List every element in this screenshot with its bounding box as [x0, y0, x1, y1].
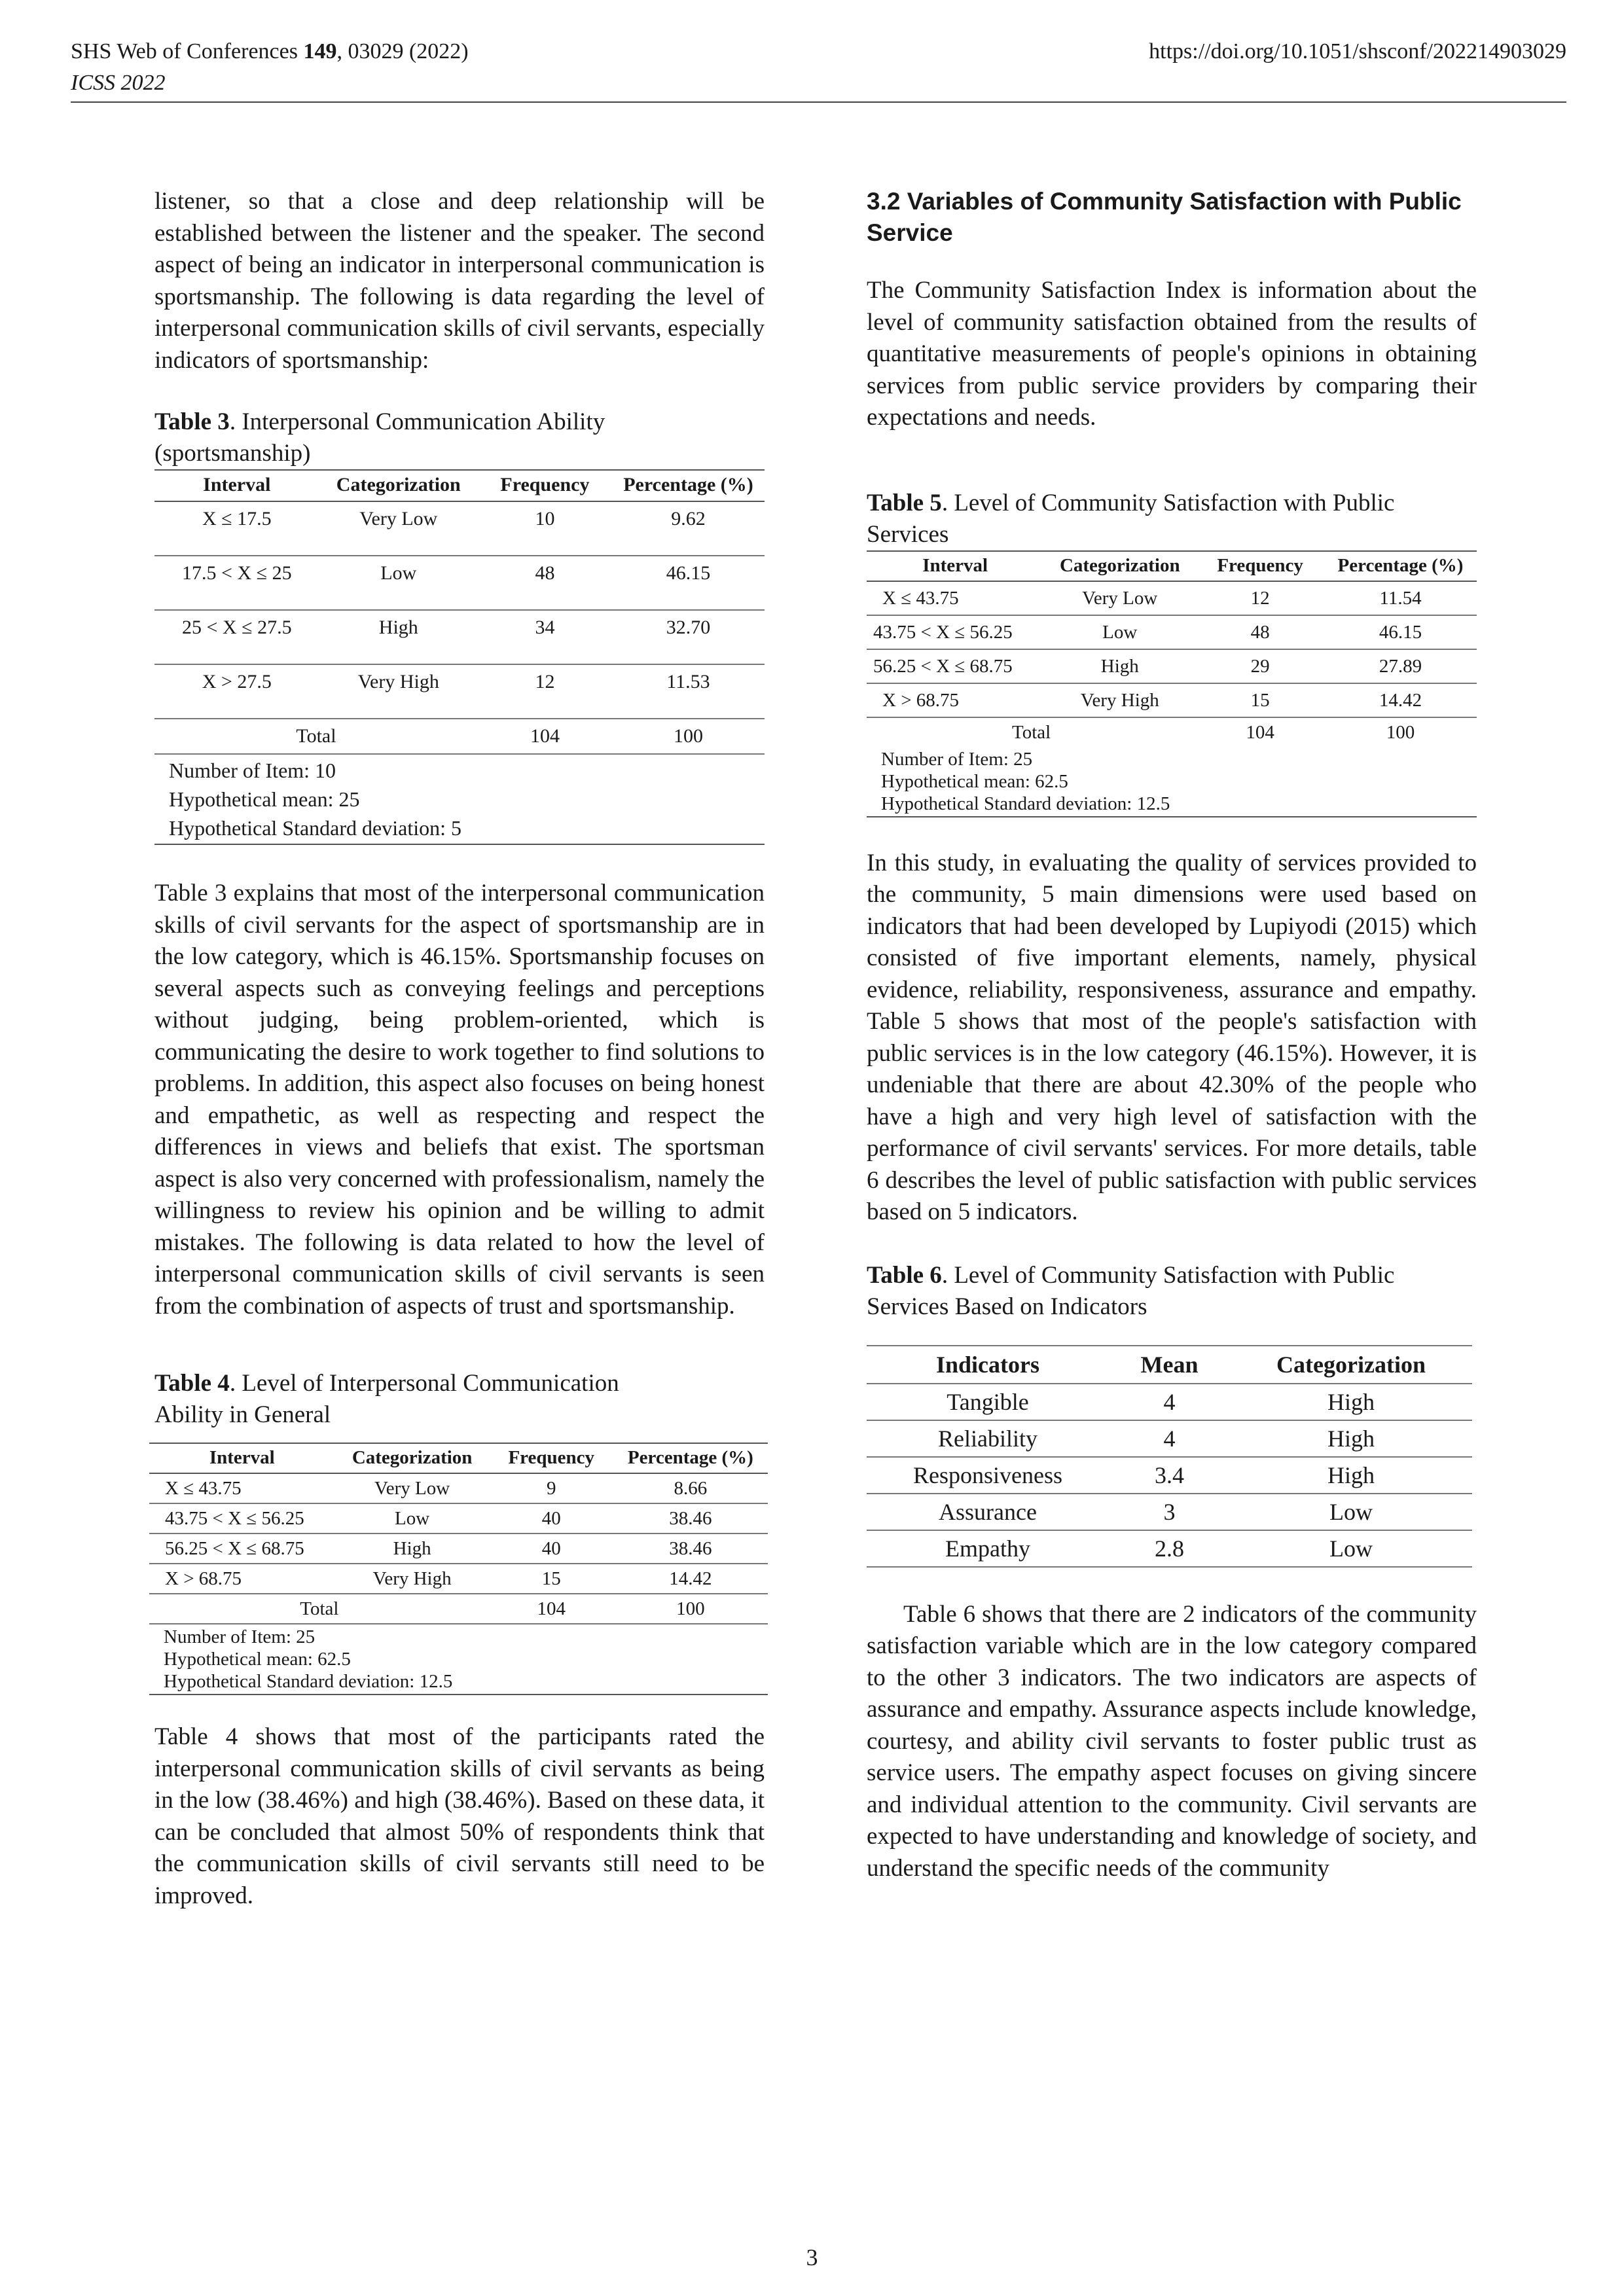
table5-cell: High [1100, 655, 1139, 677]
table5-caption [867, 488, 1477, 550]
table3-total-row [154, 719, 765, 754]
table6-cell: Assurance [939, 1498, 1037, 1525]
table3-header-percentage: Percentage (%) [623, 474, 753, 495]
table3-header-row [154, 470, 765, 501]
table4-cell: X > 68.75 [165, 1568, 242, 1589]
table3-cell: Very High [357, 671, 439, 692]
table4-notes [149, 1624, 768, 1695]
table5-total-frequency: 104 [1246, 721, 1274, 743]
table5-cell: 27.89 [1379, 655, 1422, 677]
table4-header-frequency: Frequency [508, 1447, 595, 1468]
table4-total-frequency: 104 [537, 1598, 566, 1619]
table4-total-label: Total [300, 1598, 339, 1619]
table3-total-label: Total [296, 725, 336, 747]
table4-header-percentage: Percentage (%) [627, 1447, 753, 1468]
table6-cell: 3.4 [1155, 1462, 1184, 1488]
table-row [867, 615, 1477, 649]
table3-cell: 34 [535, 617, 555, 638]
table3-cell: Very Low [359, 508, 438, 529]
table6-label: Table 6 [867, 1261, 942, 1289]
left-paragraph-3: Table 4 shows that most of the participants rated the interpersonal communication skills of civil servants as being in the low (38.46%) and high (38.46%). Based on these data, it can be concluded that almost 50% of respondents think that the communication skills of civil servants still need to be improved. [154, 1723, 765, 1909]
table5-cell: Low [1102, 621, 1138, 643]
table3-note: Hypothetical Standard deviation: 5 [169, 816, 461, 840]
table4-cell: Very Low [374, 1478, 450, 1499]
table6-cell: High [1327, 1462, 1375, 1488]
table3-total-frequency: 104 [530, 725, 560, 747]
table-row [154, 664, 765, 719]
table6-cell: Tangible [947, 1388, 1029, 1415]
table5-header-percentage: Percentage (%) [1337, 554, 1464, 576]
table4-cell: Very High [372, 1568, 452, 1589]
table4-note: Number of Item: 25 [164, 1626, 316, 1647]
table4-cell: 14.42 [669, 1568, 712, 1589]
table3 [154, 469, 765, 845]
table3-note: Number of Item: 10 [169, 759, 336, 782]
table5-cell: X ≤ 43.75 [882, 587, 959, 609]
table6-cell: 2.8 [1155, 1535, 1184, 1562]
table4-note: Hypothetical Standard deviation: 12.5 [164, 1671, 453, 1692]
table-row [867, 1494, 1472, 1530]
table3-total-percentage: 100 [673, 725, 703, 747]
journal-volume: 149 [303, 39, 337, 63]
page-header [71, 36, 1566, 103]
table-row [867, 1530, 1472, 1567]
table5-total-percentage: 100 [1386, 721, 1415, 743]
table-row [867, 1420, 1472, 1457]
doi-link[interactable]: https://doi.org/10.1051/shsconf/202214903029 [1149, 39, 1566, 63]
table6-header-mean: Mean [1140, 1351, 1199, 1378]
table5-cell: 48 [1250, 621, 1270, 643]
table5-cell: 11.54 [1379, 587, 1422, 609]
table5-cell: 12 [1250, 587, 1270, 609]
table5-cell: 46.15 [1379, 621, 1422, 643]
table6-cell: High [1327, 1425, 1375, 1452]
table-row [149, 1534, 768, 1564]
table3-cell: 10 [535, 508, 555, 529]
page-number: 3 [806, 2244, 818, 2270]
table3-header-interval: Interval [203, 474, 271, 495]
right-paragraph-2: In this study, in evaluating the quality of services provided to the community, 5 main dimensions were used based on indicators that had been developed by Lupiyodi (2015) which consisted of five important elements, namely, physical evidence, reliability, responsiveness, assurance and empathy. Table 5 shows that most of the people's satisfaction with public services is in the low category (46.15%). However, it is undeniable that there are about 42.30% of the people who have a high and very high level of satisfaction with the performance of civil servants' services. For more details, table 6 describes the level of public satisfaction with public services based on 5 indicators. [867, 849, 1477, 1225]
table3-note: Hypothetical mean: 25 [169, 787, 360, 811]
table5-cell: 29 [1250, 655, 1270, 677]
table4-total-percentage: 100 [676, 1598, 705, 1619]
table4-cell: 40 [541, 1508, 561, 1529]
table4-caption-text: . Level of Interpersonal Communication Ability in General [154, 1370, 619, 1428]
right-paragraph-3: Table 6 shows that there are 2 indicators of the community satisfaction variable which are in the low category compared to the other 3 indicators. The two indicators are aspects of assurance and empathy. Assurance aspects include knowledge, courtesy, and ability civil servants to foster public trust as service users. The empathy aspect focuses on giving sincere and individual attention to the community. Civil servants are expected to have understanding and knowledge of society, and understand the specific needs of the community [867, 1600, 1477, 1882]
table-row [154, 610, 765, 664]
table3-notes-row [154, 754, 765, 844]
table5-cell: 56.25 < X ≤ 68.75 [873, 655, 1013, 677]
table4-label: Table 4 [154, 1370, 230, 1397]
table4-cell: 56.25 < X ≤ 68.75 [165, 1538, 304, 1559]
table6-header-categorization: Categorization [1276, 1351, 1426, 1378]
table4-cell: 8.66 [674, 1478, 708, 1499]
table5-notes [867, 747, 1477, 817]
table3-cell: X ≤ 17.5 [202, 508, 272, 529]
table4-cell: 38.46 [669, 1538, 712, 1559]
table4-cell: 40 [541, 1538, 561, 1559]
table6-cell: 4 [1163, 1425, 1176, 1452]
table3-cell: 12 [535, 671, 555, 692]
table4-header-categorization: Categorization [352, 1447, 473, 1468]
table3-cell: 46.15 [666, 562, 711, 584]
table5-note: Hypothetical Standard deviation: 12.5 [881, 793, 1170, 814]
left-paragraph-2: Table 3 explains that most of the interpersonal communication skills of civil servants for the aspect of sportsmanship are in the low category, which is 46.15%. Sportsmanship focuses on several aspects such as conveying feelings and perceptions without judging, being problem-oriented, which is communicating the desire to work together to find solutions to problems. In addition, this aspect also focuses on being honest and empathetic, as well as respecting and respect the differences in views and beliefs that exist. The sportsman aspect is also very concerned with professionalism, namely the willingness to review his opinion and be willing to admit mistakes. The following is data related to how the level of interpersonal communication skills of civil servants is seen from the combination of aspects of trust and sportsmanship. [154, 880, 765, 1319]
conference-name: ICSS 2022 [71, 71, 166, 95]
table5-note: Hypothetical mean: 62.5 [881, 770, 1068, 792]
table4-cell: X ≤ 43.75 [165, 1478, 242, 1499]
table3-cell: Low [380, 562, 417, 584]
article-number: , 03029 (2022) [336, 39, 469, 63]
table3-cell: 11.53 [666, 671, 710, 692]
table6-header-indicators: Indicators [935, 1351, 1039, 1378]
table4-total-row [149, 1594, 768, 1624]
table6-caption-text: . Level of Community Satisfaction with Public Services Based on Indicators [867, 1261, 1395, 1320]
table3-header-frequency: Frequency [500, 474, 590, 495]
journal-citation [71, 36, 469, 67]
table4-cell: High [393, 1538, 431, 1559]
table3-caption-text: . Interpersonal Communication Ability (sportsmanship) [154, 408, 605, 467]
table4-caption [154, 1368, 691, 1431]
table-row [867, 1384, 1472, 1420]
table5-header-frequency: Frequency [1217, 554, 1303, 576]
header-left [71, 36, 469, 99]
left-column [154, 186, 765, 1912]
table4 [149, 1443, 768, 1695]
table3-cell: High [378, 617, 418, 638]
table5-notes-row [867, 747, 1477, 817]
table5-total-label: Total [1012, 721, 1051, 743]
table3-header-categorization: Categorization [336, 474, 461, 495]
table5-cell: Very High [1080, 689, 1159, 711]
table4-cell: 38.46 [669, 1508, 712, 1529]
table5-total-row [867, 717, 1477, 747]
table-row [867, 1457, 1472, 1494]
table4-cell: 43.75 < X ≤ 56.25 [165, 1508, 304, 1529]
section-title: 3.2 Variables of Community Satisfaction with Public Service [867, 188, 1462, 246]
table4-header-interval: Interval [209, 1447, 275, 1468]
table-row [867, 649, 1477, 683]
table4-cell: 9 [547, 1478, 556, 1499]
table5-label: Table 5 [867, 489, 942, 516]
table5-caption-text: . Level of Community Satisfaction with Public Services [867, 489, 1395, 548]
table4-header-row [149, 1443, 768, 1473]
table-row [867, 581, 1477, 615]
table3-cell: 32.70 [666, 617, 711, 638]
table6-cell: Low [1329, 1498, 1373, 1525]
table3-cell: X > 27.5 [202, 671, 272, 692]
left-paragraph-1: listener, so that a close and deep relationship will be established between the listener and the speaker. The second aspect of being an indicator in interpersonal communication is sportsmanship. The following is data regarding the level of interpersonal communication skills of civil servants, especially indicators of sportsmanship: [154, 188, 765, 374]
table6-cell: Reliability [938, 1425, 1038, 1452]
table3-label: Table 3 [154, 408, 230, 435]
table3-caption [154, 406, 765, 469]
table3-cell: 25 < X ≤ 27.5 [182, 617, 292, 638]
table5-cell: 14.42 [1379, 689, 1422, 711]
table6-caption [867, 1260, 1477, 1323]
table5-cell: X > 68.75 [882, 689, 960, 711]
table3-cell: 17.5 < X ≤ 25 [182, 562, 292, 584]
table3-notes [154, 754, 765, 844]
right-paragraph-1: The Community Satisfaction Index is information about the level of community satisfaction obtained from the results of quantitative measurements of people's opinions in obtaining services from public service providers by comparing their expectations and needs. [867, 277, 1477, 431]
table5-header-interval: Interval [922, 554, 988, 576]
table6-cell: 3 [1163, 1498, 1176, 1525]
table-row [149, 1564, 768, 1594]
table6-cell: High [1327, 1388, 1375, 1415]
table5-cell: 43.75 < X ≤ 56.25 [873, 621, 1013, 643]
table6 [867, 1345, 1472, 1568]
table6-cell: Empathy [945, 1535, 1030, 1562]
table-row [867, 683, 1477, 717]
right-column [867, 186, 1477, 1884]
table5-header-row [867, 551, 1477, 581]
table6-cell: 4 [1163, 1388, 1176, 1415]
table4-note: Hypothetical mean: 62.5 [164, 1649, 351, 1670]
journal-name: SHS Web of Conferences [71, 39, 304, 63]
table5-note: Number of Item: 25 [881, 748, 1033, 770]
table4-cell: Low [395, 1508, 430, 1529]
table3-cell: 48 [535, 562, 555, 584]
table-row [149, 1473, 768, 1503]
table6-cell: Responsiveness [913, 1462, 1062, 1488]
table5-cell: 15 [1250, 689, 1270, 711]
table5-cell: Very Low [1082, 587, 1158, 609]
table-row [149, 1503, 768, 1534]
table-row [154, 501, 765, 556]
table5-header-categorization: Categorization [1059, 554, 1180, 576]
table4-cell: 15 [541, 1568, 561, 1589]
table5 [867, 550, 1477, 817]
table3-cell: 9.62 [671, 508, 706, 529]
table6-header-row [867, 1346, 1472, 1384]
table-row [154, 556, 765, 610]
table4-notes-row [149, 1624, 768, 1695]
table6-cell: Low [1329, 1535, 1373, 1562]
